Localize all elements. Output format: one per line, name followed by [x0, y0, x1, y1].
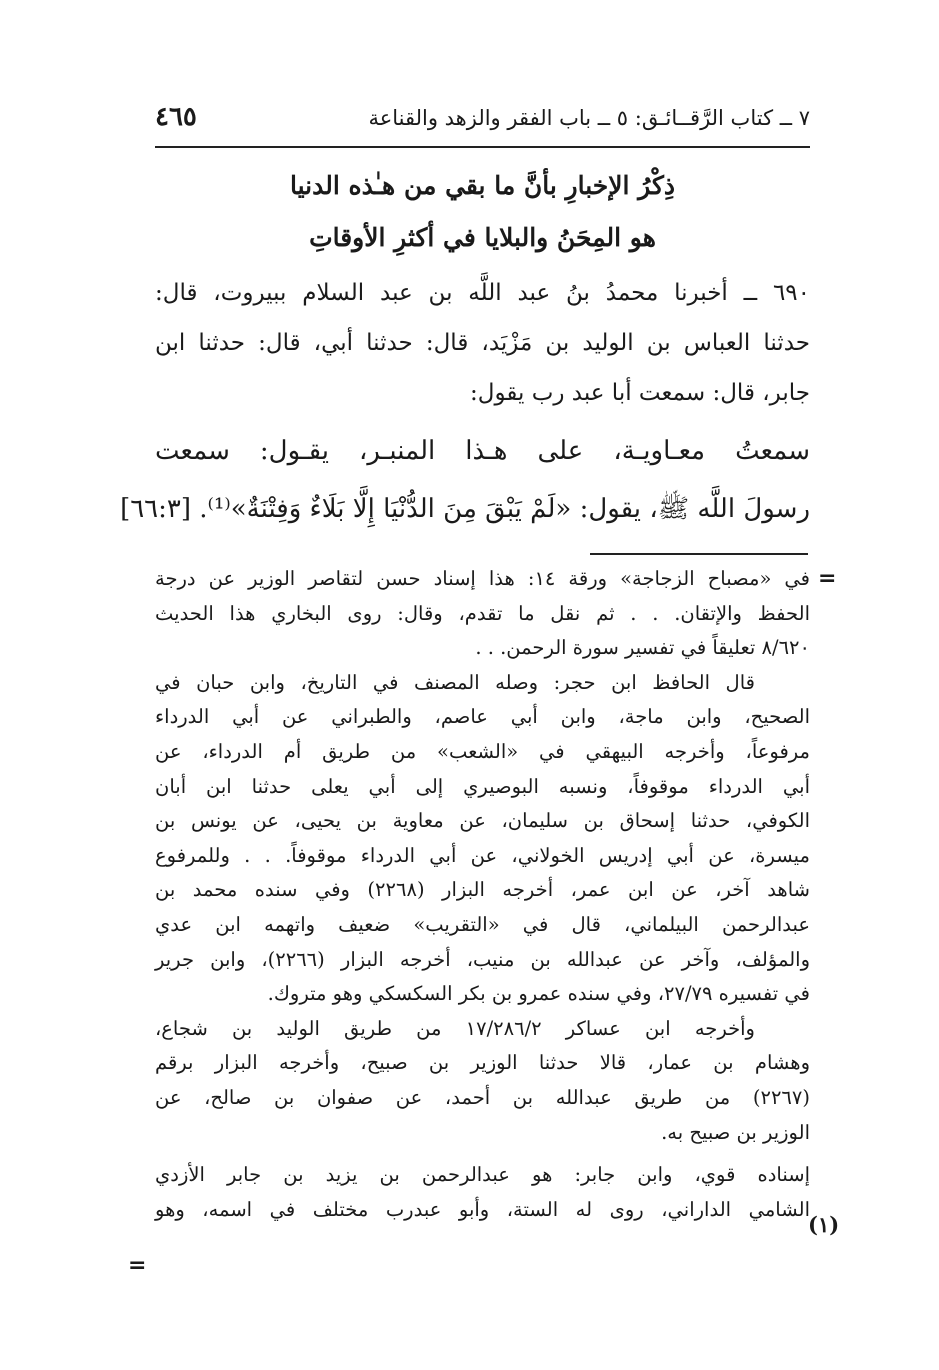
- header-rule: [155, 146, 810, 148]
- page-number: ٤٦٥: [155, 102, 197, 132]
- chapter-title-line: هو المِحَنُ والبلايا في أكثرِ الأوقاتِ: [309, 223, 656, 252]
- footnote-line: الكوفي، حدثنا إسحاق بن سليمان، عن معاوية بن يحيى، عن يونس بن: [155, 809, 810, 833]
- hadith-matn: [120, 422, 810, 538]
- footnote-line: الشامي الداراني، روى له الستة، وأبو عبدرب مختلف في اسمه، وهو: [155, 1197, 810, 1221]
- footnote-line: وهشام بن عمار، قالا حدثنا الوزير بن صبيح، وأخرجه البزار برقم: [155, 1051, 810, 1075]
- footnote-line: عبدالرحمن البيلماني، قال في «التقريب» ضعيف واتهمه ابن عدي: [155, 912, 810, 936]
- running-title: ٧ ــ كتاب الرَّقــائـق: ٥ ــ باب الفقر والزهد والقناعة: [368, 106, 810, 130]
- end-continuation-mark: =: [128, 1253, 147, 1278]
- footnote-line: ميسرة، عن أبي إدريس الخولاني، عن أبي الدرداء موقوفاً. . . وللمرفوع: [155, 843, 810, 867]
- footnote-line: قال الحافظ ابن حجر: وصله المصنف في التاريخ، وابن حبان في: [155, 670, 755, 694]
- hadith-line: حدثنا العباس بن الوليد بن مَزْيَد، قال: حدثنا أبي، قال: حدثنا ابن: [155, 330, 810, 356]
- footnote-rule: [590, 553, 808, 555]
- footnote-line: الصحيح، وابن ماجة، وابن أبي عاصم، والطبراني عن أبي الدرداء: [155, 705, 810, 729]
- footnote-line: ٨/٦٢٠ تعليقاً في تفسير سورة الرحمن. . .: [475, 636, 810, 660]
- hadith-line: ٦٩٠ ــ أخبرنا محمدُ بنُ عبد اللَّه بن عبد السلام ببيروت، قال:: [155, 280, 810, 306]
- footnote-line: والمؤلف، وآخر عن عبدالله بن منيب، أخرجه البزار (٢٢٦٦)، وابن جرير: [155, 947, 810, 971]
- footnote-line: (٢٢٦٧) من طريق عبدالله بن أحمد، عن صفوان بن صالح، عن: [155, 1085, 810, 1109]
- continuation-mark: =: [818, 566, 837, 591]
- chapter-title: [155, 160, 810, 264]
- footnotes: [155, 562, 810, 1227]
- running-header: [155, 100, 810, 140]
- hadith-line: جابر، قال: سمعت أبا عبد رب يقول:: [470, 380, 810, 406]
- footnote-number: (١): [808, 1212, 840, 1237]
- footnote-line: الوزير بن صبيح به.: [661, 1120, 810, 1144]
- matn-line: سمعتُ معـاويـة، على هـذا المنبـر، يقـول: سمعت: [155, 436, 810, 466]
- footnote-line: مرفوعاً، وأخرجه البيهقي في «الشعب» من طريق أم الدرداء، عن: [155, 739, 810, 763]
- chapter-title-line: ذِكْرُ الإخبارِ بأنَّ ما بقي من هـٰذه الدنيا: [290, 171, 675, 200]
- footnote-line: شاهد آخر، عن ابن عمر، أخرجه البزار (٢٢٦٨) وفي سنده محمد بن: [155, 878, 810, 902]
- footnote-line: الحفظ والإتقان. . . ثم نقل ما تقدم، وقال: روى البخاري هذا الحديث: [155, 601, 810, 625]
- footnote-line: في «مصباح الزجاجة» ورقة ١٤: هذا إسناد حسن لتقاصر الوزير عن درجة: [155, 567, 810, 590]
- footnote-line: إسناده قوي، وابن جابر: هو عبدالرحمن بن يزيد بن جابر الأزدي: [155, 1163, 810, 1187]
- hadith-isnad: [155, 268, 810, 418]
- footnote-line: أبي الدرداء موقوفاً، ونسبه البوصيري إلى أبي يعلى حدثنا ابن أبان: [155, 774, 810, 798]
- footnote-line: في تفسيره ٢٧/٧٩، وفي سنده عمرو بن بكر السكسكي وهو متروك.: [267, 982, 810, 1006]
- matn-line: رسولَ اللَّه ﷺ، يقول: «لَمْ يَبْقَ مِنَ الدُّنْيَا إِلَّا بَلَاءٌ وَفِتْنَةٌ»⁽¹⁾. [٦٦:٣]: [120, 494, 810, 524]
- footnote-line: وأخرجه ابن عساكر ١٧/٢٨٦/٢ من طريق الوليد بن شجاع،: [155, 1016, 755, 1040]
